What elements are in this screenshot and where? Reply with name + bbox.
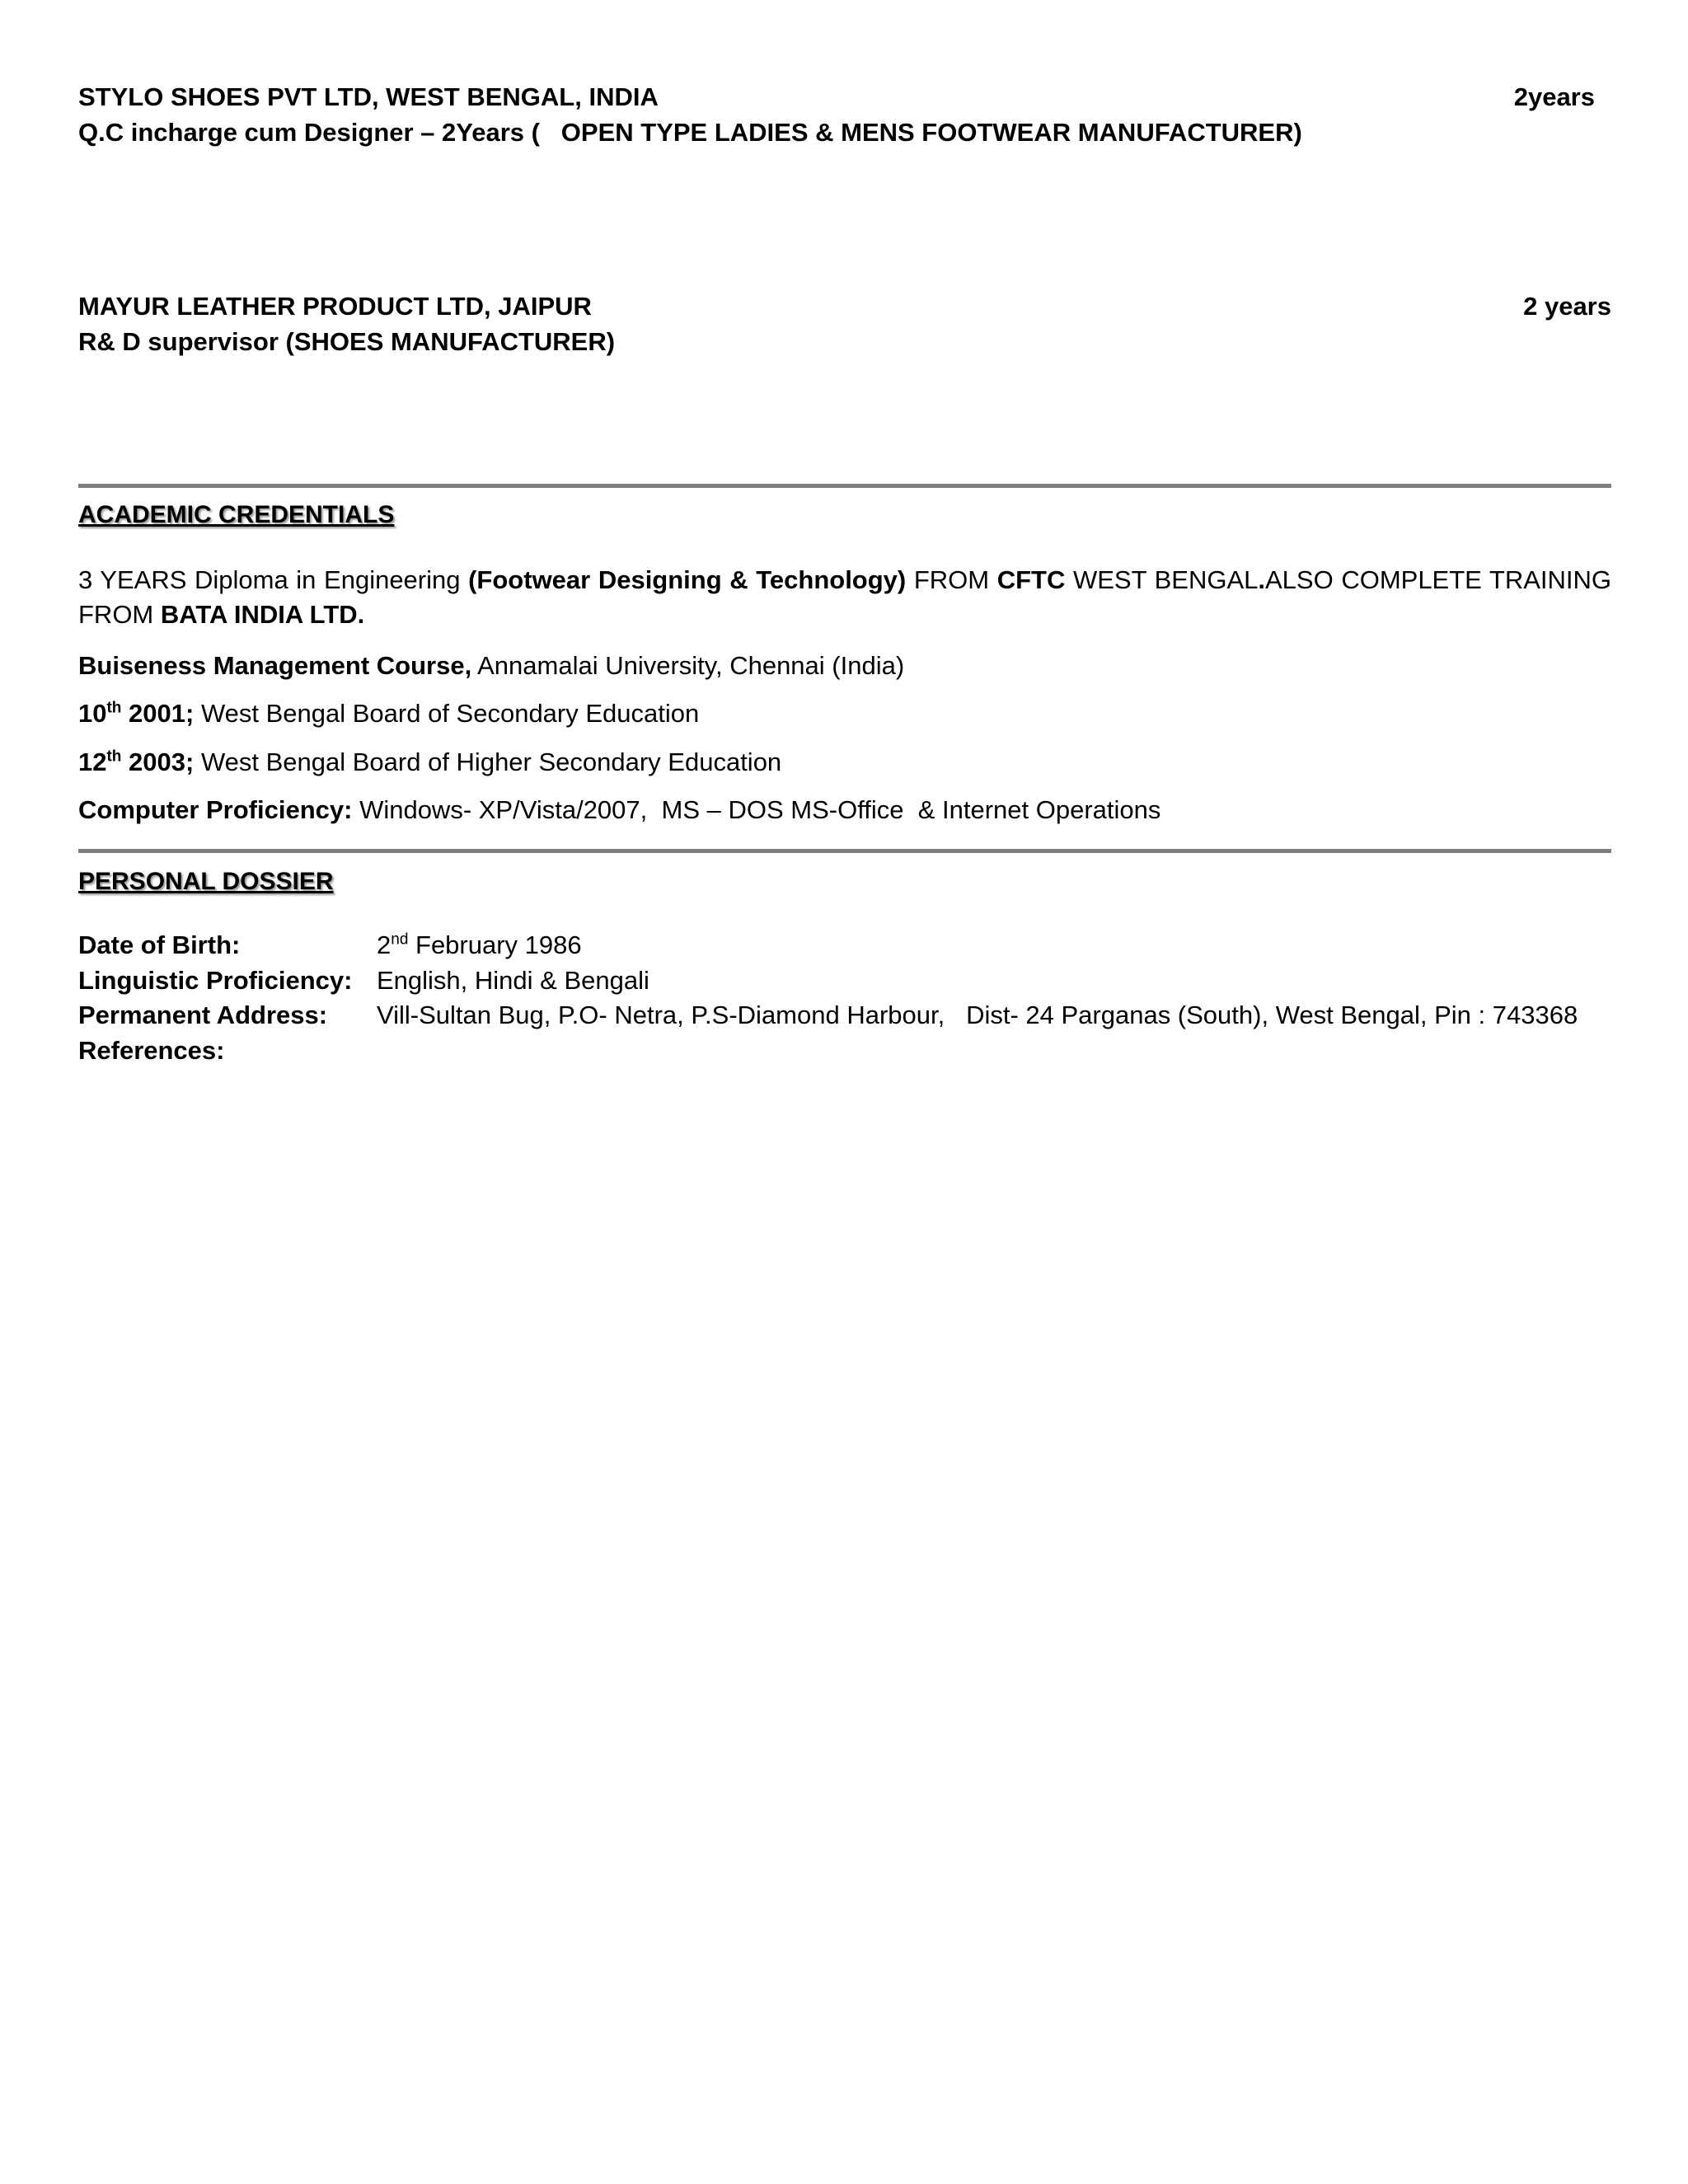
dob-day: 2 bbox=[377, 930, 392, 959]
twelfth-board: West Bengal Board of Higher Secondary Education bbox=[194, 748, 782, 776]
tenth-sup: th bbox=[106, 699, 122, 717]
job-role: Q.C incharge cum Designer – 2Years ( OPEN TYPE LADIES & MENS FOOTWEAR MANUFACTURER) bbox=[78, 118, 1302, 147]
address-value: Vill-Sultan Bug, P.O- Netra, P.S-Diamond Harbour, Dist- 24 Parganas (South), West Bengal, Pin : 743368 bbox=[377, 1001, 1578, 1029]
tenth-entry bbox=[78, 696, 1611, 731]
tenth-board: West Bengal Board of Secondary Education bbox=[194, 699, 700, 728]
academic-heading: ACADEMIC CREDENTIALS bbox=[78, 501, 395, 528]
diploma-institute: CFTC bbox=[996, 565, 1066, 594]
section-divider bbox=[78, 484, 1611, 488]
address-label: Permanent Address: bbox=[78, 1001, 328, 1029]
computer-proficiency-value: Windows- XP/Vista/2007, MS – DOS MS-Office & Internet Operations bbox=[352, 795, 1161, 824]
company-name: MAYUR LEATHER PRODUCT LTD, JAIPUR bbox=[78, 292, 592, 321]
language-label: Linguistic Proficiency: bbox=[78, 965, 353, 995]
diploma-text: FROM bbox=[906, 565, 997, 594]
dob-label: Date of Birth: bbox=[78, 930, 241, 959]
company-name: STYLO SHOES PVT LTD, WEST BENGAL, INDIA bbox=[78, 82, 659, 111]
dob-sup: nd bbox=[391, 930, 409, 949]
computer-proficiency-label: Computer Proficiency: bbox=[78, 795, 353, 824]
computer-proficiency-entry bbox=[78, 793, 1611, 827]
twelfth-sup: th bbox=[106, 748, 122, 766]
section-divider bbox=[78, 849, 1611, 853]
experience-item-stylo bbox=[78, 79, 1611, 150]
diploma-text: 3 YEARS Diploma in Engineering bbox=[78, 565, 469, 594]
diploma-text: ALSO COMPLETE TRAINING FROM bbox=[78, 565, 1612, 629]
job-role: R& D supervisor (SHOES MANUFACTURER) bbox=[78, 327, 616, 356]
diploma-entry bbox=[78, 563, 1611, 632]
dob-rest: February 1986 bbox=[408, 930, 582, 959]
language-value: English, Hindi & Bengali bbox=[377, 965, 649, 995]
dob-value bbox=[377, 928, 582, 963]
job-duration: 2years bbox=[1513, 82, 1595, 111]
experience-item-mayur bbox=[78, 288, 1611, 359]
twelfth-year: 2003; bbox=[121, 748, 195, 776]
job-duration: 2 years bbox=[1523, 292, 1611, 321]
twelfth-label: 12 bbox=[78, 748, 107, 776]
personal-heading: PERSONAL DOSSIER bbox=[78, 868, 334, 895]
twelfth-entry bbox=[78, 745, 1611, 780]
tenth-year: 2001; bbox=[121, 699, 195, 728]
business-course-label: Buiseness Management Course, bbox=[78, 651, 472, 680]
diploma-punct: . bbox=[1258, 565, 1265, 594]
diploma-text: WEST BENGAL bbox=[1065, 565, 1259, 594]
training-company: BATA INDIA LTD. bbox=[160, 600, 365, 629]
business-course-value: Annamalai University, Chennai (India) bbox=[471, 651, 905, 680]
tenth-label: 10 bbox=[78, 699, 107, 728]
business-course-entry bbox=[78, 649, 1611, 683]
diploma-course: (Footwear Designing & Technology) bbox=[468, 565, 907, 594]
references-label: References: bbox=[78, 1035, 225, 1065]
